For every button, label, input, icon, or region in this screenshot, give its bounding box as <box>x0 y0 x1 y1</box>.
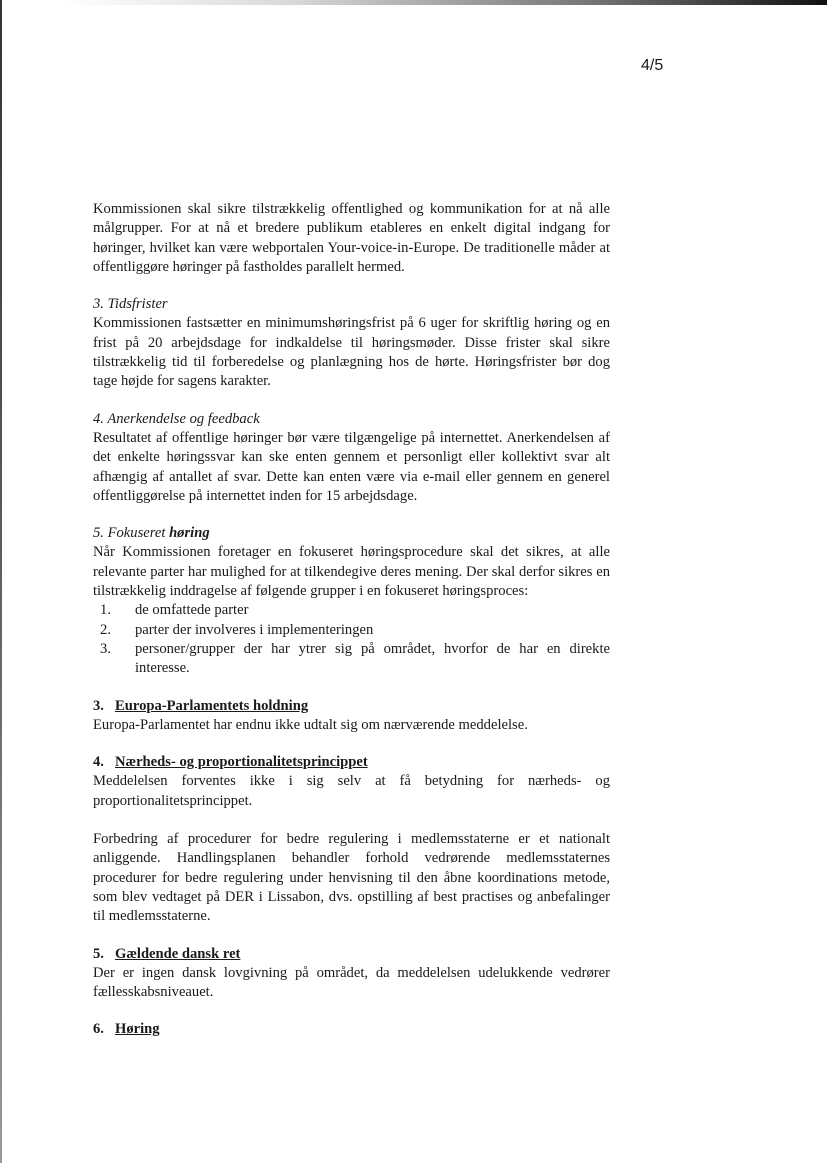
section-title: Høring <box>115 1021 160 1038</box>
list-text: personer/grupper der har ytrer sig på området, hvorfor de har en direkte interesse. <box>135 640 610 677</box>
section-title: Europa-Parlamentets holdning <box>115 697 309 714</box>
list-text: de omfattede parter <box>135 602 249 619</box>
list-item <box>93 640 610 679</box>
list-item <box>93 601 610 620</box>
subsection-text: Resultatet af offentlige høringer bør være tilgængelige på internettet. Anerkendelsen af det enkelte høringssvar kan ske enten gennem et personligt eller kollektivt svar alt afhængig af antallet af svar. Dette kan enten være via e-mail eller gennem en generel offentliggørelse på internettet inden for 15 arbejdsdage. <box>93 429 610 504</box>
subsection-tidsfrister <box>93 295 610 391</box>
group-list <box>93 601 610 678</box>
section-dansk-ret <box>93 945 610 1003</box>
subsection-title-bold: høring <box>169 525 210 542</box>
section-heading <box>93 697 610 716</box>
section-title: Gældende dansk ret <box>115 945 241 962</box>
section-heading <box>93 1020 610 1039</box>
subsection-title: 3. Tidsfrister <box>93 296 168 313</box>
scan-top-edge <box>60 0 827 5</box>
section-heading <box>93 753 610 772</box>
subsection-anerkendelse <box>93 410 610 506</box>
section-paragraph: Der er ingen dansk lovgivning på området, da meddelelsen udelukkende vedrører fællesskabsniveauet. <box>93 964 610 1001</box>
list-text: parter der involveres i implementeringen <box>135 621 374 638</box>
subsection-fokuseret-horing <box>93 524 610 678</box>
list-number: 2. <box>100 621 111 638</box>
list-number: 3. <box>100 640 111 657</box>
section-paragraph: Europa-Parlamentet har endnu ikke udtalt sig om nærværende meddelelse. <box>93 716 528 733</box>
subsection-title: 4. Anerkendelse og feedback <box>93 410 260 427</box>
section-europa-parlamentet <box>93 697 610 736</box>
section-number: 4. <box>93 754 104 771</box>
section-heading <box>93 945 610 964</box>
section-paragraph: Forbedring af procedurer for bedre regulering i medlemsstaterne er et nationalt anliggende. Handlingsplanen behandler forhold vedrørende medlemsstaternes procedurer for bedre regulering under henvisning til den åbne koordinations metode, som blev vedtaget på DER i Lissabon, dvs. opstilling af best practises og anbefalinger til medlemsstaterne. <box>93 831 610 925</box>
section-number: 6. <box>93 1021 104 1038</box>
document-body <box>93 200 610 1040</box>
subsection-text: Kommissionen fastsætter en minimumshøringsfrist på 6 uger for skriftlig høring og en frist på 20 arbejdsdage for indkaldelse til høringsmøder. Disse frister skal sikre tilstrækkelig tid til forberedelse og planlægning hos de hørte. Høringsfrister bør dog tage højde for sagens karakter. <box>93 315 610 390</box>
section-title: Nærheds- og proportionalitetsprincippet <box>115 754 368 771</box>
scan-left-edge <box>0 0 2 1163</box>
section-number: 3. <box>93 697 104 714</box>
intro-paragraph: Kommissionen skal sikre tilstrækkelig offentlighed og kommunikation for at nå alle målgrupper. For at nå et bredere publikum etableres en enkelt digital indgang for høringer, hvilket kan være webportalen Your-voice-in-Europe. De traditionelle måder at offentliggøre høringer på fastholdes parallelt hermed. <box>93 201 610 275</box>
list-item <box>93 621 610 640</box>
section-number: 5. <box>93 945 104 962</box>
section-naerhed <box>93 753 610 926</box>
section-horing <box>93 1020 610 1039</box>
subsection-text: Når Kommissionen foretager en fokuseret høringsprocedure skal det sikres, at alle relevante parter har mulighed for at tilkendegive deres mening. Der skal derfor sikres en tilstrækkelig inddragelse af følgende grupper i en fokuseret høringsproces: <box>93 544 610 600</box>
subsection-title <box>93 524 610 543</box>
list-number: 1. <box>100 602 111 619</box>
subsection-title-prefix: 5. Fokuseret <box>93 525 170 542</box>
page-number: 4/5 <box>641 57 664 74</box>
section-paragraph: Meddelelsen forventes ikke i sig selv at få betydning for nærheds- og proportionalitetsprincippet. <box>93 773 610 809</box>
